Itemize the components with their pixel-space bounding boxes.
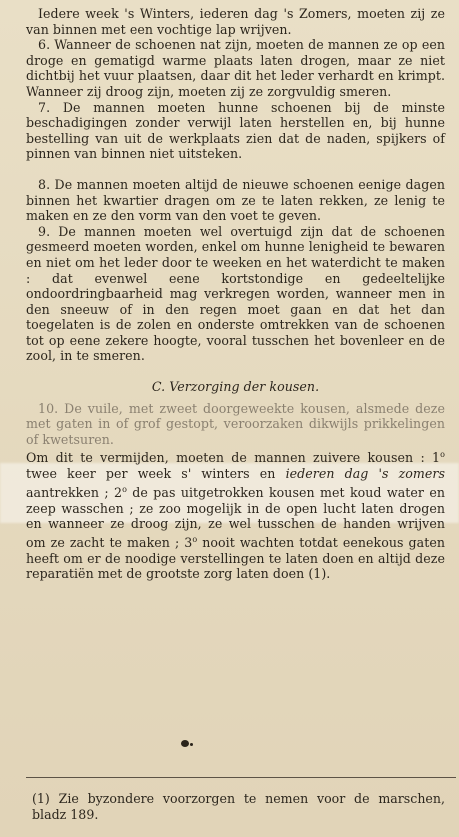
footnote (32, 791, 445, 822)
paragraph-10: 10. De vuile, met zweet doorgeweekte kousen, alsmede deze met gaten in of grof gestopt, veroorzaken dikwijls prikkelingen of kwetsuren. (26, 400, 445, 447)
paragraph-8: 8. De mannen moeten altijd de nieuwe schoenen eenige dagen binnen het kwartier dragen om ze te laten rekken, ze lenig te maken en ze den vorm van den voet te geven. (26, 176, 445, 224)
emphasis-text: iederen dag 's zomers (285, 466, 445, 482)
paragraph-intro: Iedere week 's Winters, iederen dag 's Zomers, moeten zij ze van binnen met een vochtige lap wrijven. (26, 6, 445, 37)
ink-blot (181, 740, 189, 747)
ink-blot (190, 743, 193, 746)
paragraph-6: 6. Wanneer de schoenen nat zijn, moeten de mannen ze op een droge en gematigd warme plaats laten drogen, maar ze niet dichtbij het vuur plaatsen, daar dit het leder verhardt en krimpt. Wanneer zij droog zijn, moeten zij ze zorgvuldig smeren. (26, 37, 445, 99)
spacer (26, 162, 445, 177)
text-run: nooit wachten totdat eenekous gaten heeft om er de noodige verstellingen te laten doen en altijd deze reparatiën met de grootste zorg laten doen (1). (26, 534, 445, 582)
footnote-text: (1) Zie byzondere voorzorgen te nemen voor de marschen, bladz 189. (32, 791, 445, 822)
text-run: Om dit te vermijden, moeten de mannen zuivere kousen : 1 (26, 450, 441, 466)
paragraph-9: 9. De mannen moeten wel overtuigd zijn dat de schoenen gesmeerd moeten worden, enkel om hunne lenigheid te bewaren en niet om het leder door te weeken en het waterdicht te maken : dat evenwel eene kortstondige en gedeeltelijke ondoordringbaarheid mag verkregen worden, wanneer men in den sneeuw of in den regen moet gaan en dat het dan toegelaten is de zolen en onderste omtrekken van de schoenen tot op eene zekere hoogte, vooral tusschen het bovenleer en de zool, in te smeren. (26, 223, 445, 364)
ordinal-marker: o (440, 450, 445, 460)
paragraph-10-continued (26, 447, 445, 581)
paragraph-7: 7. De mannen moeten hunne schoenen bij de minste beschadigingen zonder verwijl laten herstellen en, bij hunne bestelling van uit de werkplaats zien dat de naden, spijkers of pinnen van binnen niet uitsteken. (26, 99, 445, 162)
text-run: aantrekken ; 2 (26, 485, 123, 500)
spacer (26, 364, 445, 379)
body-text (26, 6, 445, 582)
section-title-c: C. Verzorging der kousen. (151, 379, 320, 395)
ordinal-marker: o (192, 534, 198, 544)
text-run: twee keer per week s' winters en (26, 466, 286, 482)
footnote-divider (26, 777, 456, 778)
ordinal-marker: o (122, 484, 127, 494)
text-run: de pas uitgetrokken kousen met koud water en zeep wasschen ; ze zoo mogelijk in de open lucht laten drogen en wanneer ze droog zijn, ze wel tusschen de handen wrijven om ze zacht te maken ; 3 (26, 485, 445, 550)
